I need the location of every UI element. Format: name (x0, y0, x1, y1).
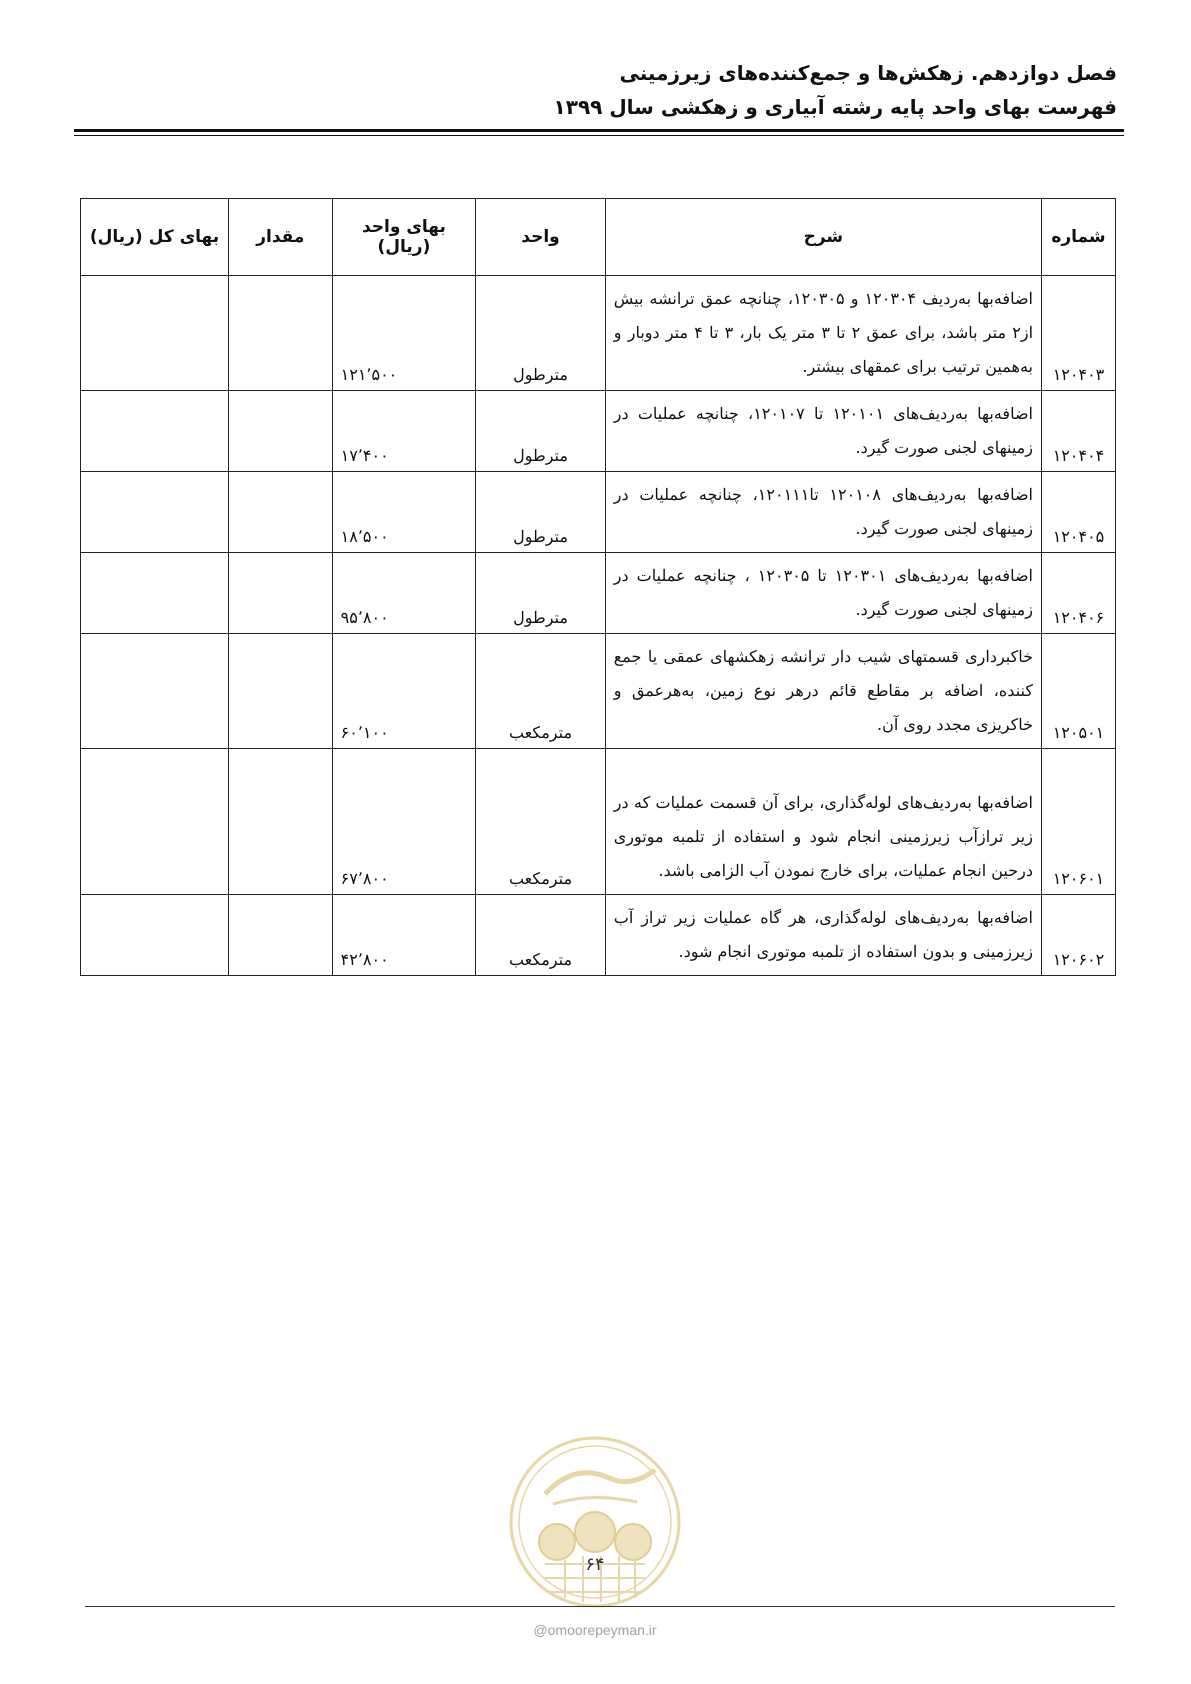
page-number: ۶۴ (585, 1554, 605, 1575)
row-quantity (228, 634, 332, 749)
price-list-table (80, 198, 1116, 976)
header-rule-thick (74, 129, 1124, 132)
row-description: اضافه‌بها به‌ردیف‌های لوله‌گذاری، هر گاه عملیات زیر تراز آب زیرزمینی و بدون استفاده از تلمبه موتوری انجام شود. (605, 895, 1041, 976)
row-description: اضافه‌بها به‌ردیف‌های ۱۲۰۳۰۱ تا ۱۲۰۳۰۵ ، چنانچه عملیات در زمینهای لجنی صورت گیرد. (605, 553, 1041, 634)
table-row (81, 276, 1116, 391)
row-quantity (228, 276, 332, 391)
row-description: اضافه‌بها به‌ردیف‌های لوله‌گذاری، برای آن قسمت عملیات که در زیر ترازآب زیرزمینی انجام شود و استفاده از تلمبه موتوری درحین انجام عملیات، برای خارج نمودن آب الزامی باشد. (605, 749, 1041, 895)
row-total (81, 749, 229, 895)
row-total (81, 391, 229, 472)
chapter-title: فصل دوازدهم. زهکش‌ها و جمع‌کننده‌های زیرزمینی (619, 61, 1117, 85)
table-header-row (81, 199, 1116, 276)
column-header-total: بهای کل (ریال) (81, 199, 229, 276)
row-quantity (228, 895, 332, 976)
row-total (81, 634, 229, 749)
row-description: اضافه‌بها به‌ردیف‌های ۱۲۰۱۰۱ تا ۱۲۰۱۰۷، چنانچه عملیات در زمینهای لجنی صورت گیرد. (605, 391, 1041, 472)
row-unit-price: ۱۷٬۴۰۰ (332, 391, 476, 472)
table-row (81, 391, 1116, 472)
column-header-description: شرح (605, 199, 1041, 276)
table-row (81, 553, 1116, 634)
row-description: خاکبرداری قسمتهای شیب دار ترانشه زهکشهای عمقی یا جمع کننده، اضافه بر مقاطع قائم درهر نوع زمین، به‌هرعمق و خاکریزی مجدد روی آن. (605, 634, 1041, 749)
row-unit: مترمکعب (476, 895, 606, 976)
row-total (81, 472, 229, 553)
row-unit: مترطول (476, 553, 606, 634)
document-title: فهرست بهای واحد پایه رشته آبیاری و زهکشی سال ۱۳۹۹ (553, 95, 1117, 119)
header-rule-thin (74, 135, 1124, 136)
omoorepeyman-seal-logo-icon (505, 1432, 685, 1612)
row-total (81, 895, 229, 976)
column-header-number: شماره (1041, 199, 1115, 276)
row-number: ۱۲۰۴۰۶ (1041, 553, 1115, 634)
row-quantity (228, 472, 332, 553)
row-total (81, 276, 229, 391)
row-unit: مترمکعب (476, 749, 606, 895)
row-unit: مترطول (476, 472, 606, 553)
row-unit: مترطول (476, 391, 606, 472)
row-unit-price: ۴۲٬۸۰۰ (332, 895, 476, 976)
row-total (81, 553, 229, 634)
footer-rule (85, 1606, 1115, 1607)
page-header (77, 56, 1117, 124)
column-header-unit: واحد (476, 199, 606, 276)
row-unit-price: ۶۰٬۱۰۰ (332, 634, 476, 749)
row-quantity (228, 749, 332, 895)
unit-price-currency: (ریال) (377, 237, 431, 257)
row-description: اضافه‌بها به‌ردیف‌های ۱۲۰۱۰۸ تا۱۲۰۱۱۱، چنانچه عملیات در زمینهای لجنی صورت گیرد. (605, 472, 1041, 553)
row-unit-price: ۹۵٬۸۰۰ (332, 553, 476, 634)
row-quantity (228, 553, 332, 634)
row-description: اضافه‌بها به‌ردیف ۱۲۰۳۰۴ و ۱۲۰۳۰۵، چنانچه عمق ترانشه بیش از۲ متر باشد، برای عمق ۲ تا ۳ متر یک بار، ۳ تا ۴ متر دوبار و به‌همین ترتیب برای عمقهای بیشتر. (605, 276, 1041, 391)
row-number: ۱۲۰۴۰۴ (1041, 391, 1115, 472)
row-unit-price: ۱۸٬۵۰۰ (332, 472, 476, 553)
row-unit-price: ۶۷٬۸۰۰ (332, 749, 476, 895)
row-quantity (228, 391, 332, 472)
row-number: ۱۲۰۵۰۱ (1041, 634, 1115, 749)
row-unit: مترمکعب (476, 634, 606, 749)
row-number: ۱۲۰۶۰۲ (1041, 895, 1115, 976)
column-header-unit-price (332, 199, 476, 276)
row-unit: مترطول (476, 276, 606, 391)
row-number: ۱۲۰۴۰۳ (1041, 276, 1115, 391)
table-row (81, 472, 1116, 553)
row-number: ۱۲۰۴۰۵ (1041, 472, 1115, 553)
unit-price-label: بهای واحد (361, 217, 446, 237)
website-link[interactable]: @omoorepeyman.ir (533, 1622, 657, 1638)
table-row (81, 895, 1116, 976)
row-number: ۱۲۰۶۰۱ (1041, 749, 1115, 895)
table-row (81, 749, 1116, 895)
table-row (81, 634, 1116, 749)
column-header-quantity: مقدار (228, 199, 332, 276)
row-unit-price: ۱۲۱٬۵۰۰ (332, 276, 476, 391)
